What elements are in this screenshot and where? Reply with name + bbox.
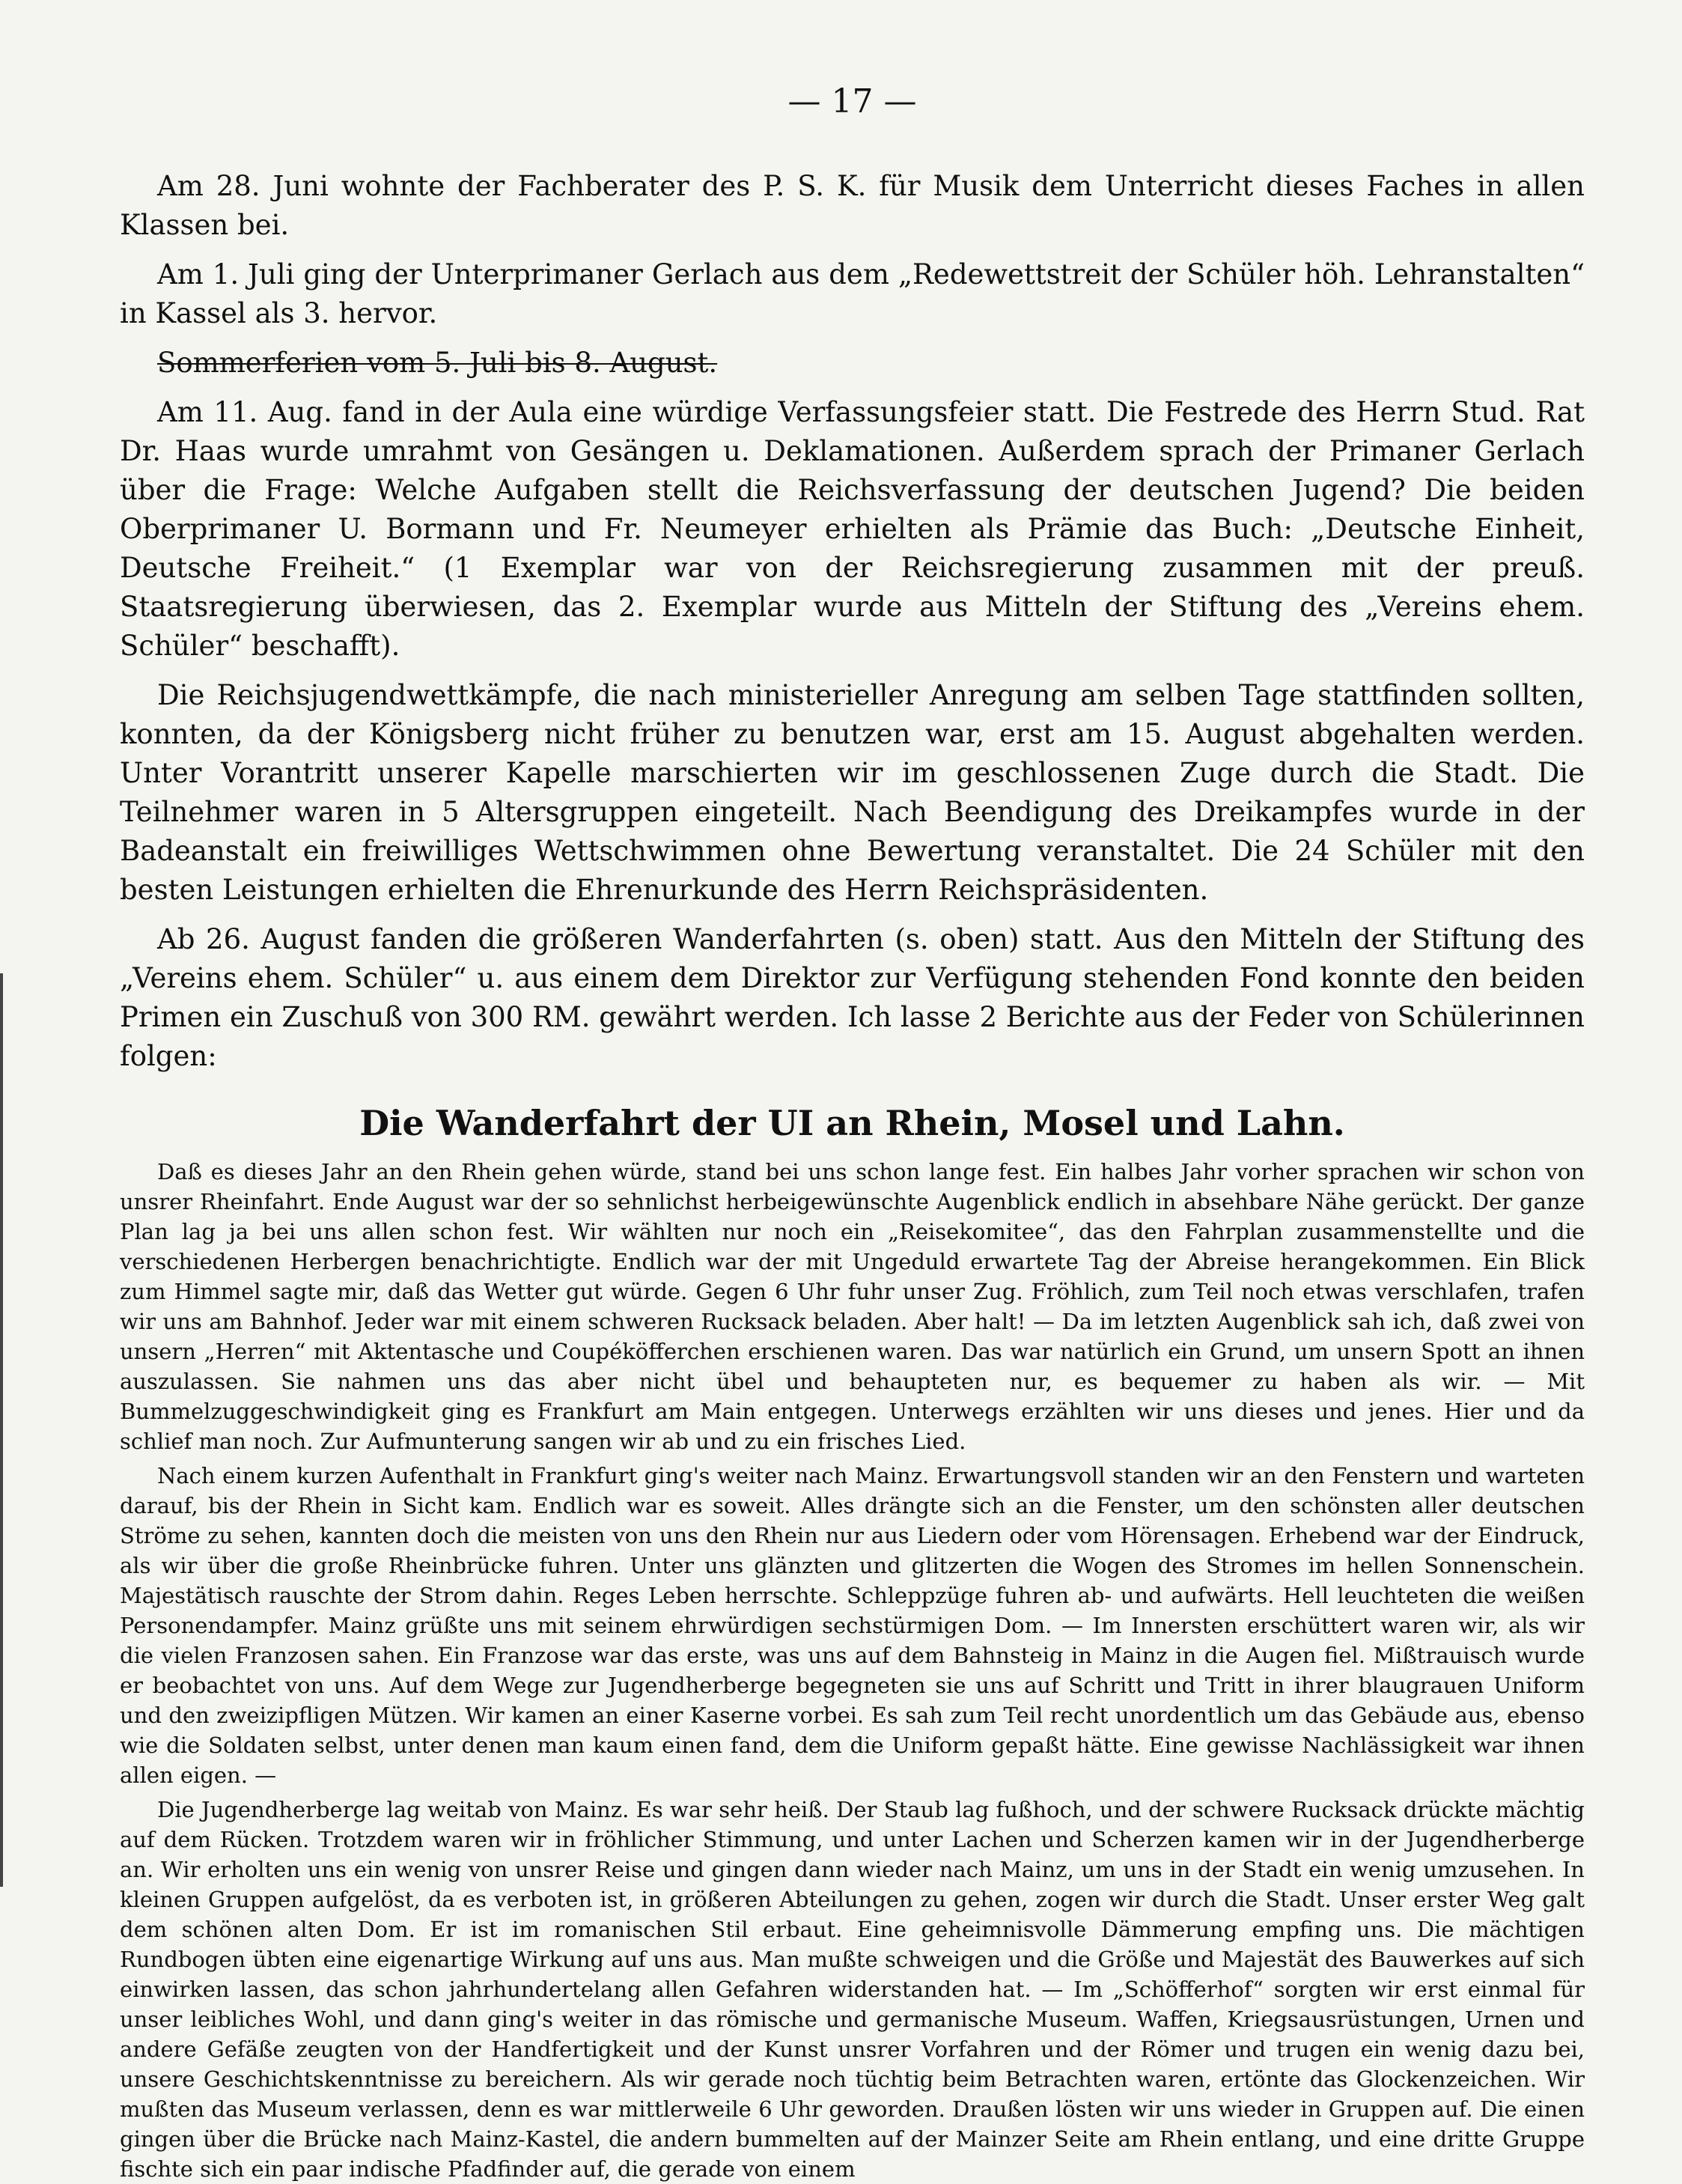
chronicle-entry: Die Reichsjugendwettkämpfe, die nach ministerieller Anregung am selben Tage stattfinden sollten, konnten, da der Königsberg nicht früher zu benutzen war, erst am 15. August abgehalten werden. Unter Vorantritt unserer Kapelle marschierten wir im geschlossenen Zuge durch die Stadt. Die Teilnehmer waren in 5 Altersgruppen eingeteilt. Nach Beendigung des Dreikampfes wurde in der Badeanstalt ein freiwilliges Wettschwimmen ohne Bewertung veranstaltet. Die 24 Schüler mit den besten Leistungen erhielten die Ehrenurkunde des Herrn Reichspräsidenten. [120,679,1585,906]
school-chronicle [120,167,1585,1076]
chronicle-entry: Ab 26. August fanden die größeren Wanderfahrten (s. oben) statt. Aus den Mitteln der Stiftung des „Vereins ehem. Schüler“ u. aus einem dem Direktor zur Verfügung stehenden Fond konnte den beiden Primen ein Zuschuß von 300 RM. gewährt werden. Ich lasse 2 Berichte aus der Feder von Schülerinnen folgen: [120,923,1585,1072]
article-paragraph: Die Jugendherberge lag weitab von Mainz. Es war sehr heiß. Der Staub lag fußhoch, und der schwere Rucksack drückte mächtig auf dem Rücken. Trotzdem waren wir in fröhlicher Stimmung, und unter Lachen und Scherzen kamen wir in der Jugendherberge an. Wir erholten uns ein wenig von unsrer Reise und gingen dann wieder nach Mainz, um uns in der Stadt ein wenig umzusehen. In kleinen Gruppen aufgelöst, da es verboten ist, in größeren Abteilungen zu gehen, zogen wir durch die Stadt. Unser erster Weg galt dem schönen alten Dom. Er ist im romanischen Stil erbaut. Eine geheimnisvolle Dämmerung empfing uns. Die mächtigen Rundbogen übten eine eigenartige Wirkung auf uns aus. Man mußte schweigen und die Größe und Majestät des Bauwerkes auf sich einwirken lassen, das schon jahrhundertelang allen Gefahren widerstanden hat. — Im „Schöfferhof“ sorgten wir erst einmal für unser leibliches Wohl, und dann ging's weiter in das römische und germanische Museum. Waffen, Kriegsausrüstungen, Urnen und andere Gefäße zeugten von der Handfertigkeit und der Kunst unsrer Vorfahren und der Römer und trugen ein wenig dazu bei, unsere Geschichtskenntnisse zu bereichern. Als wir gerade noch tüchtig beim Betrachten waren, ertönte das Glockenzeichen. Wir mußten das Museum verlassen, denn es war mittlerweile 6 Uhr geworden. Draußen lösten wir uns wieder in Gruppen auf. Die einen gingen über die Brücke nach Mainz-Kastel, die andern bummelten auf der Mainzer Seite am Rhein entlang, und eine dritte Gruppe fischte sich ein paar indische Pfadfinder auf, die gerade von einem [120,1797,1585,2182]
chronicle-entry-struck: Sommerferien vom 5. Juli bis 8. August. [157,347,718,379]
chronicle-entry: Am 11. Aug. fand in der Aula eine würdige Verfassungsfeier statt. Die Festrede des Herrn Stud. Rat Dr. Haas wurde umrahmt von Gesängen u. Deklamationen. Außerdem sprach der Primaner Gerlach über die Frage: Welche Aufgaben stellt die Reichsverfassung der deutschen Jugend? Die beiden Oberprimaner U. Bormann und Fr. Neumeyer erhielten als Prämie das Buch: „Deutsche Einheit, Deutsche Freiheit.“ (1 Exemplar war von der Reichsregierung zusammen mit der preuß. Staatsregierung überwiesen, das 2. Exemplar wurde aus Mitteln der Stiftung des „Vereins ehem. Schüler“ beschafft). [120,396,1585,662]
article-paragraph: Daß es dieses Jahr an den Rhein gehen würde, stand bei uns schon lange fest. Ein halbes Jahr vorher sprachen wir schon von unsrer Rheinfahrt. Ende August war der so sehnlichst herbeigewünschte Augenblick endlich in absehbare Nähe gerückt. Der ganze Plan lag ja bei uns allen schon fest. Wir wählten nur noch ein „Reisekomitee“, das den Fahrplan zusammenstellte und die verschiedenen Herbergen benachrichtigte. Endlich war der mit Ungeduld erwartete Tag der Abreise herangekommen. Ein Blick zum Himmel sagte mir, daß das Wetter gut würde. Gegen 6 Uhr fuhr unser Zug. Fröhlich, zum Teil noch etwas verschlafen, trafen wir uns am Bahnhof. Jeder war mit einem schweren Rucksack beladen. Aber halt! — Da im letzten Augenblick sah ich, daß zwei von unsern „Herren“ mit Aktentasche und Coupéköfferchen erschienen waren. Das war natürlich ein Grund, um unsern Spott an ihnen auszulassen. Sie nahmen uns das aber nicht übel und behaupteten nur, es bequemer zu haben als wir. — Mit Bummelzuggeschwindigkeit ging es Frankfurt am Main entgegen. Unterwegs erzählten wir uns dieses und jenes. Hier und da schlief man noch. Zur Aufmunterung sangen wir ab und zu ein frisches Lied. [120,1159,1585,1454]
chronicle-entry: Am 1. Juli ging der Unterprimaner Gerlach aus dem „Redewettstreit der Schüler höh. Lehranstalten“ in Kassel als 3. hervor. [120,258,1585,329]
chronicle-entry: Am 28. Juni wohnte der Fachberater des P. S. K. für Musik dem Unterricht dieses Faches in allen Klassen bei. [120,170,1585,241]
page-number: — 17 — [787,82,917,121]
article-title: Die Wanderfahrt der UI an Rhein, Mosel und Lahn. [359,1103,1345,1143]
scan-edge-line [0,973,3,1887]
travel-report [120,1157,1585,2184]
article-paragraph: Nach einem kurzen Aufenthalt in Frankfurt ging's weiter nach Mainz. Erwartungsvoll standen wir an den Fenstern und warteten darauf, bis der Rhein in Sicht kam. Endlich war es soweit. Alles drängte sich an die Fenster, um den schönsten aller deutschen Ströme zu sehen, kannten doch die meisten von uns den Rhein nur aus Liedern oder vom Hörensagen. Erhebend war der Eindruck, als wir über die große Rheinbrücke fuhren. Unter uns glänzten und glitzerten die Wogen des Stromes im hellen Sonnenschein. Majestätisch rauschte der Strom dahin. Reges Leben herrschte. Schleppzüge fuhren ab- und aufwärts. Hell leuchteten die weißen Personendampfer. Mainz grüßte uns mit seinem ehrwürdigen sechstürmigen Dom. — Im Innersten erschüttert waren wir, als wir die vielen Franzosen sahen. Ein Franzose war das erste, was uns auf dem Bahnsteig in Mainz in die Augen fiel. Mißtrauisch wurde er beobachtet von uns. Auf dem Wege zur Jugendherberge begegneten sie uns auf Schritt und Tritt in ihrer blaugrauen Uniform und den zweizipfligen Mützen. Wir kamen an einer Kaserne vorbei. Es sah zum Teil recht unordentlich um das Gebäude aus, ebenso wie die Soldaten selbst, unter denen man kaum einen fand, dem die Uniform gepaßt hätte. Eine gewisse Nachlässigkeit war ihnen allen eigen. — [120,1463,1585,1788]
